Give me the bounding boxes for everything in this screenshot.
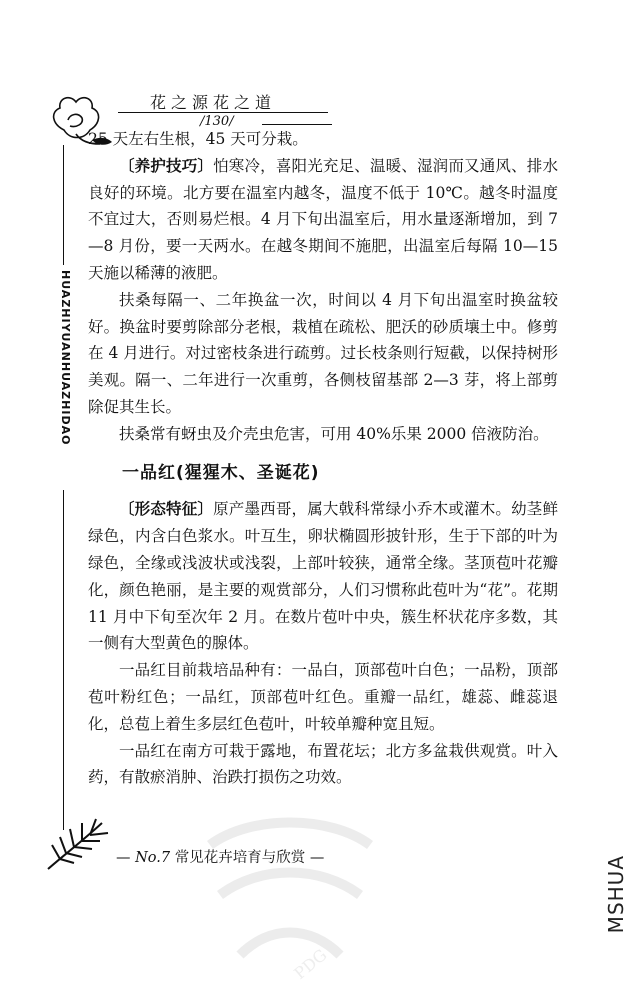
paragraph: 扶桑每隔一、二年换盆一次，时间以 4 月下旬出温室时换盆较好。换盆时要剪除部分老根，栽植在疏松、肥沃的砂质壤土中。修剪在 4 月进行。对过密枝条进行疏剪。过长枝条则行短截，以保持树形美观。隔一、二年进行一次重剪，各侧枝留基部 2—3 芽，将上部剪除促其生长。 bbox=[88, 290, 558, 416]
watermark-text: PDG bbox=[290, 945, 331, 984]
paragraph: 一品红在南方可栽于露地，布置花坛；北方多盆栽供观赏。叶入药，有散瘀消肿、治跌打损伤之功效。 bbox=[88, 741, 558, 787]
paragraph: 〔形态特征〕原产墨西哥，属大戟科常绿小乔木或灌木。幼茎鲜绿色，内含白色浆水。叶互生，卵状椭圆形披针形，生于下部的叶为绿色，全缘或浅波状或浅裂，上部叶较狭，通常全缘。茎顶苞叶花瓣化，颜色艳丽，是主要的观赏部分，人们习惯称此苞叶为“花”。花期 11 月中下旬至次年 2 月。在数片苞叶中央，簇生杯状花序多数，其一侧有大型黄色的腺体。 bbox=[88, 499, 558, 653]
spine-divider-bottom bbox=[63, 490, 64, 830]
keyword-label: 〔养护技巧〕 bbox=[119, 155, 214, 175]
side-watermark: MSHUA bbox=[604, 855, 628, 934]
keyword-label: 〔形态特征〕 bbox=[119, 499, 214, 519]
spine-text: HUAZHIYUANHUAZHIDAO bbox=[59, 270, 72, 446]
paragraph: 一品红目前栽培品种有：一品白，顶部苞叶白色；一品粉，顶部苞叶粉红色；一品红，顶部苞叶红色。重瓣一品红，雄蕊、雌蕊退化，总苞上着生多层红色苞叶，叶较单瓣种宽且短。 bbox=[88, 661, 558, 733]
chapter-title: 常见花卉培育与欣赏 bbox=[174, 850, 306, 866]
section-title: 一品红(猩猩木、圣诞花) bbox=[122, 462, 320, 483]
chapter-number: No.7 bbox=[135, 850, 171, 866]
spine-divider-top bbox=[63, 145, 64, 265]
footer-text: — No.7 常见花卉培育与欣赏 — bbox=[116, 850, 325, 866]
paragraph: 〔养护技巧〕怕寒冷，喜阳光充足、温暖、湿润而又通风、排水良好的环境。北方要在温室内越冬，温度不低于 10℃。越冬时温度不宜过大，否则易烂根。4 月下旬出温室后，用水量逐渐增加，到 7—8 月份，要一天两水。在越冬期间不施肥，出温室后每隔 10—15 天施以稀薄的液肥。 bbox=[88, 155, 558, 282]
header-rule bbox=[118, 112, 328, 113]
page-number: /130/ bbox=[200, 114, 234, 129]
watermark-stamp bbox=[180, 805, 400, 995]
paragraph: 扶桑常有蚜虫及介壳虫危害，可用 40%乐果 2000 倍液防治。 bbox=[119, 424, 549, 443]
body-text bbox=[88, 126, 558, 791]
header-rule-short bbox=[262, 124, 332, 125]
header-title: 花之源花之道 bbox=[150, 93, 277, 112]
fern-logo-icon bbox=[40, 815, 120, 875]
paragraph: 25 天左右生根，45 天可分栽。 bbox=[88, 130, 308, 148]
